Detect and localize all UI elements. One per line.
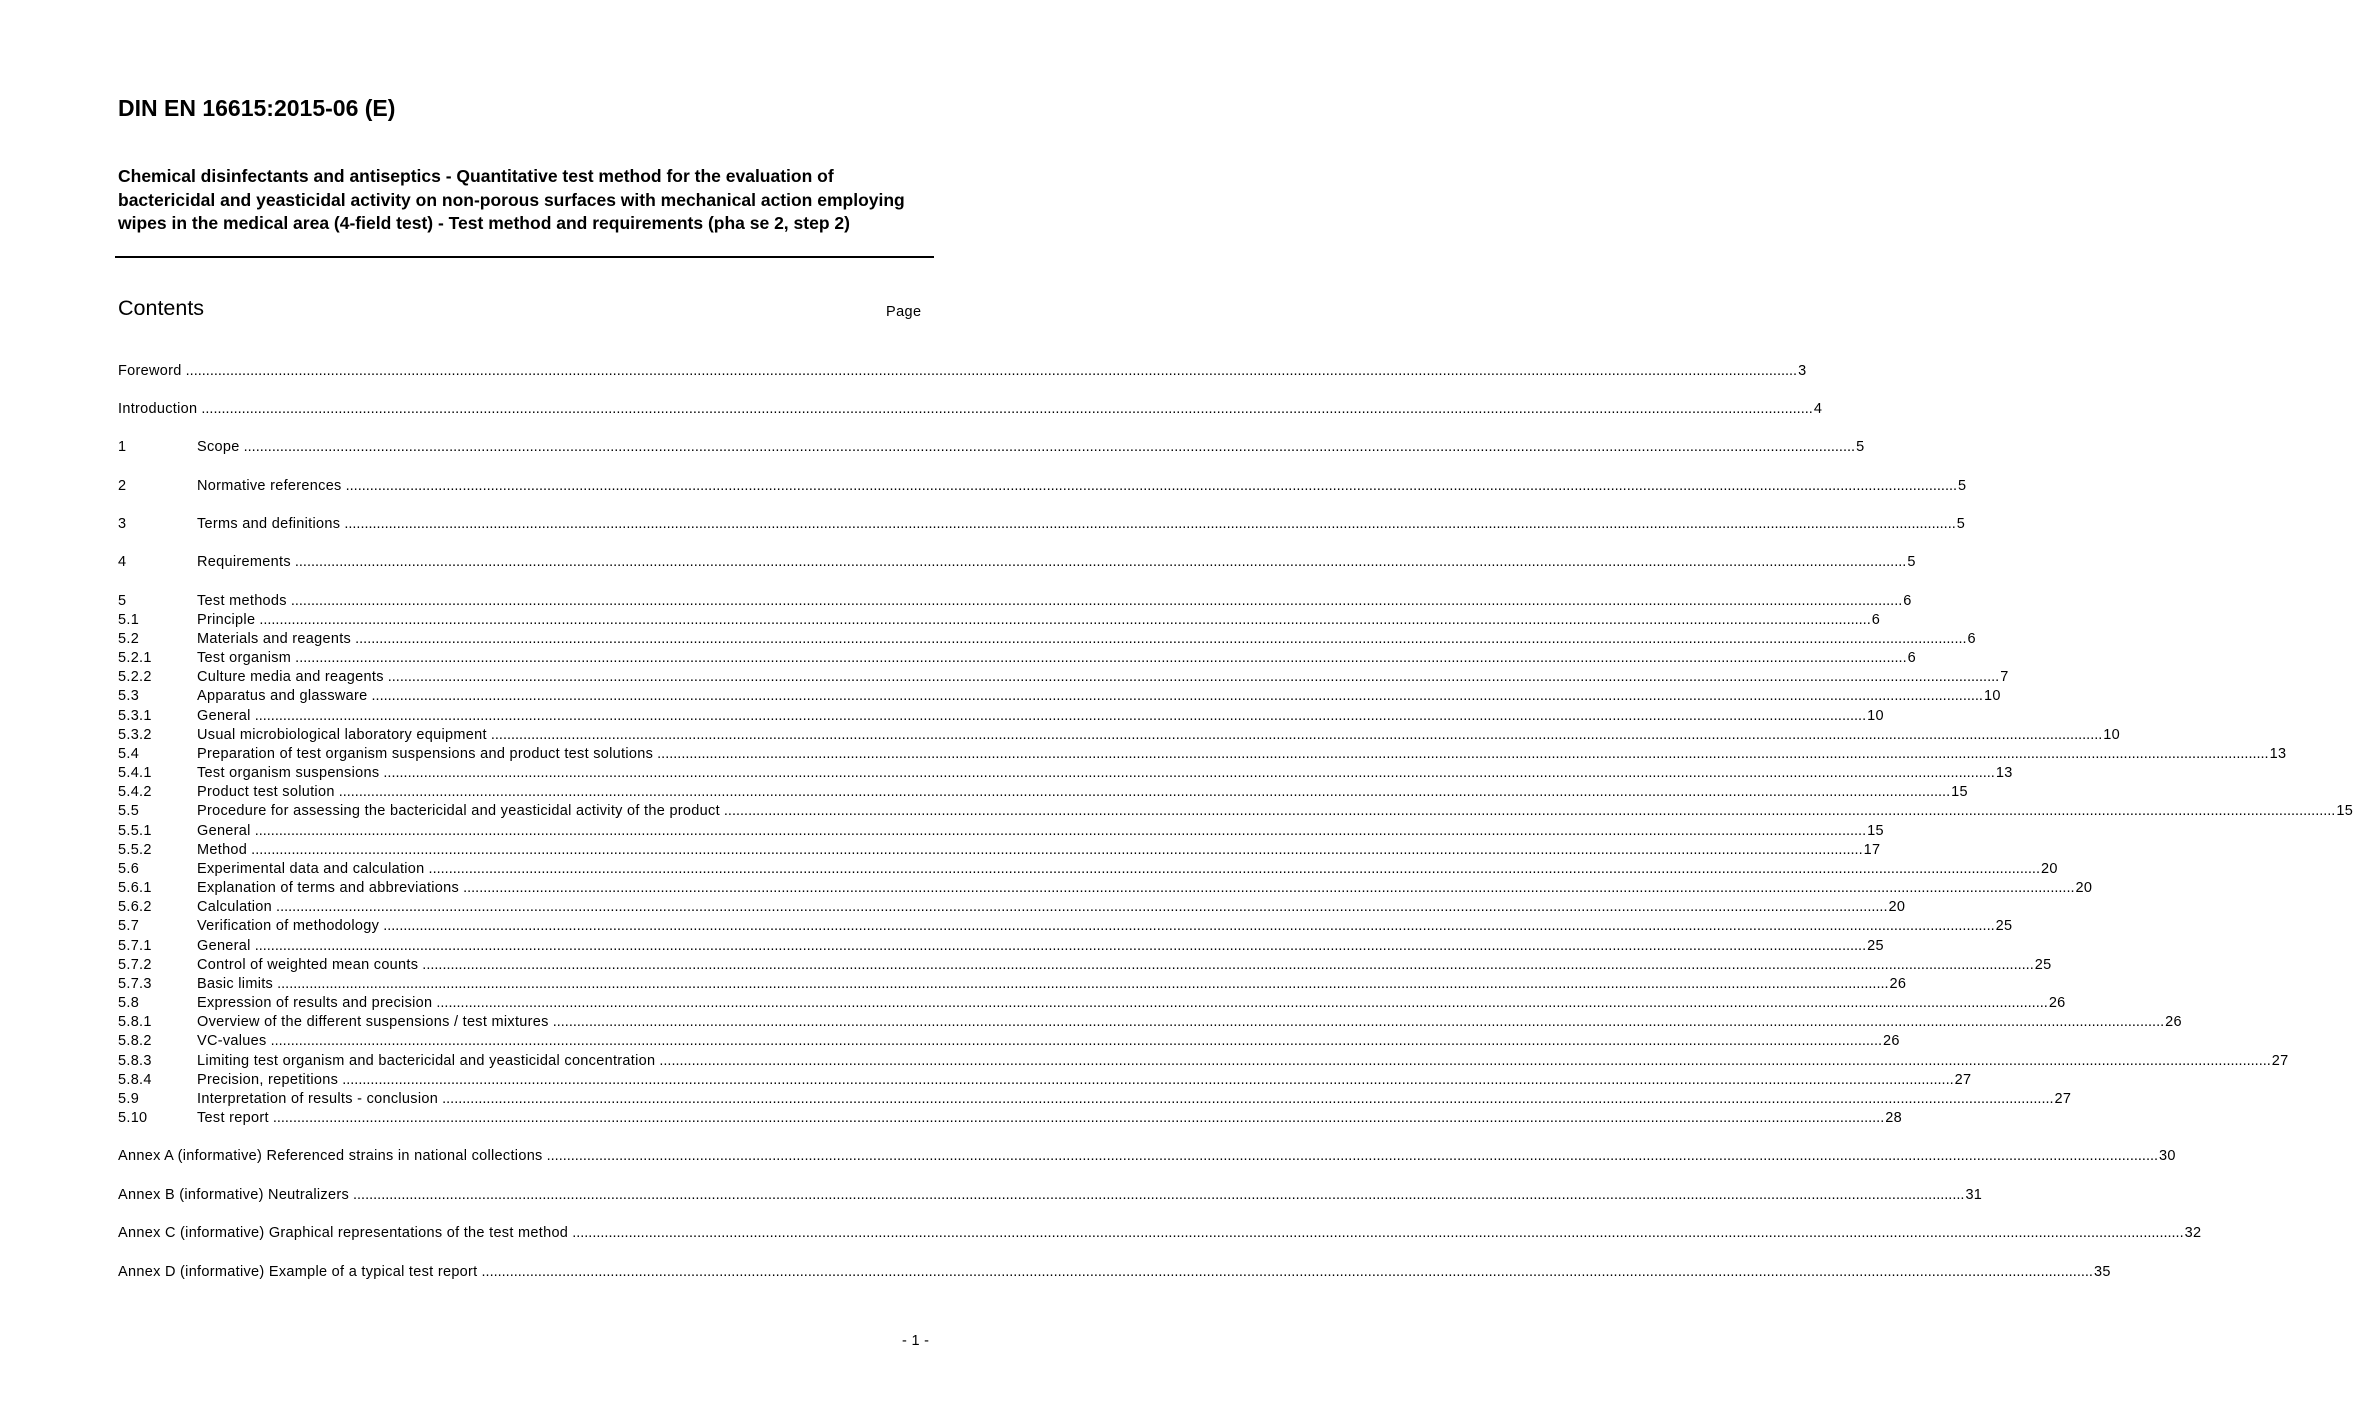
toc-entry[interactable] [118, 630, 1976, 649]
toc-entry-number: 5.3.2 [118, 727, 152, 743]
toc-entry-label: Test organism suspensions [197, 764, 383, 783]
toc-entry-label: Explanation of terms and abbreviations [197, 879, 463, 898]
toc-entry-number: 5.4 [118, 746, 140, 762]
toc-entry[interactable] [118, 553, 1916, 572]
toc-entry-label: Usual microbiological laboratory equipment [197, 726, 491, 745]
toc-entry-number: 5.8 [118, 995, 140, 1011]
toc-entry-page: 26 [1883, 1033, 1900, 1049]
toc-leader-dots: ................................................................................................................................................................................................................................................................................................................................................................................................................ [572, 1225, 2184, 1241]
toc-entry-page: 15 [1867, 823, 1884, 839]
toc-entry-page: 10 [1867, 708, 1884, 724]
toc-entry-number: 5.2 [118, 631, 140, 647]
toc-entry[interactable] [118, 860, 2058, 879]
toc-entry-page: 25 [1867, 938, 1884, 954]
toc-entry[interactable] [118, 783, 1968, 802]
toc-entry[interactable] [118, 898, 1906, 917]
toc-entry-label: Principle [197, 611, 259, 630]
document-subtitle: Chemical disinfectants and antiseptics - Quantitative test method for the evaluation of bactericidal and yeasticidal activity on non-porous surfaces with mechanical action employing wipes in the medical area (4-field test) - Test method and requirements (pha se 2, step 2) [118, 166, 905, 234]
toc-entry[interactable] [118, 707, 1884, 726]
toc-entry-number: 5.8.4 [118, 1072, 152, 1088]
page-column-heading: Page [886, 304, 922, 320]
toc-entry-number: 5.6 [118, 861, 140, 877]
toc-entry-page: 20 [1888, 899, 1906, 915]
toc-entry-label: General [197, 937, 255, 956]
toc-entry-number: 5 [118, 593, 127, 609]
toc-entry-page: 13 [1995, 765, 2013, 781]
toc-entry-label: Annex B (informative) Neutralizers [118, 1186, 353, 1205]
toc-entry-page: 4 [1813, 401, 1823, 417]
toc-entry[interactable] [118, 649, 1916, 668]
toc-entry-number: 5.2.2 [118, 669, 152, 685]
toc-leader-dots: ................................................................................................................................................................................................................................................................................................................................................................................................................ [276, 899, 1888, 915]
toc-entry-label: Control of weighted mean counts [197, 956, 422, 975]
toc-entry-page: 7 [2000, 669, 2009, 685]
toc-entry-page: 27 [2271, 1053, 2289, 1069]
toc-entry[interactable] [118, 1090, 2072, 1109]
toc-entry-label: General [197, 822, 255, 841]
toc-entry-number: 5.8.2 [118, 1033, 152, 1049]
toc-entry-page: 27 [2054, 1091, 2072, 1107]
toc-leader-dots: ................................................................................................................................................................................................................................................................................................................................................................................................................ [342, 1072, 1954, 1088]
toc-entry-number: 5.4.2 [118, 784, 152, 800]
toc-entry[interactable] [118, 994, 2066, 1013]
page-number: - 1 - [902, 1333, 930, 1349]
toc-entry-label: Procedure for assessing the bactericidal and yeasticidal activity of the product [197, 802, 724, 821]
toc-entry-label: Annex D (informative) Example of a typical test report [118, 1263, 482, 1282]
toc-leader-dots: ................................................................................................................................................................................................................................................................................................................................................................................................................ [463, 880, 2075, 896]
toc-entry-label: Product test solution [197, 783, 339, 802]
toc-entry-page: 6 [1967, 631, 1976, 647]
toc-entry-page: 28 [1885, 1110, 1902, 1126]
toc-leader-dots: ................................................................................................................................................................................................................................................................................................................................................................................................................ [201, 401, 1813, 417]
toc-entry[interactable] [118, 1224, 2202, 1243]
toc-entry[interactable] [118, 822, 1884, 841]
toc-entry[interactable] [118, 668, 2009, 687]
toc-entry-label: Experimental data and calculation [197, 860, 429, 879]
toc-entry[interactable] [118, 879, 2093, 898]
toc-entry[interactable] [118, 745, 2287, 764]
toc-entry-label: Interpretation of results - conclusion [197, 1090, 442, 1109]
toc-entry-page: 17 [1863, 842, 1881, 858]
toc-entry-label: Foreword [118, 362, 186, 381]
toc-entry[interactable] [118, 802, 2353, 821]
toc-entry-number: 5.4.1 [118, 765, 152, 781]
toc-entry-page: 26 [1889, 976, 1907, 992]
toc-leader-dots: ................................................................................................................................................................................................................................................................................................................................................................................................................ [259, 612, 1871, 628]
toc-entry[interactable] [118, 400, 1823, 419]
toc-entry-number: 5.5.2 [118, 842, 152, 858]
toc-leader-dots: ................................................................................................................................................................................................................................................................................................................................................................................................................ [481, 1264, 2093, 1280]
toc-entry[interactable] [118, 477, 1967, 496]
toc-entry-page: 10 [1983, 688, 2001, 704]
toc-entry-number: 3 [118, 516, 127, 532]
toc-entry-label: Limiting test organism and bactericidal and yeasticidal concentration [197, 1052, 659, 1071]
toc-entry-number: 5.10 [118, 1110, 148, 1126]
toc-entry[interactable] [118, 956, 2052, 975]
toc-entry-label: Materials and reagents [197, 630, 355, 649]
toc-entry-number: 5.6.2 [118, 899, 152, 915]
toc-leader-dots: ................................................................................................................................................................................................................................................................................................................................................................................................................ [355, 631, 1967, 647]
toc-leader-dots: ................................................................................................................................................................................................................................................................................................................................................................................................................ [436, 995, 2048, 1011]
toc-leader-dots: ................................................................................................................................................................................................................................................................................................................................................................................................................ [387, 669, 2000, 685]
toc-leader-dots: ................................................................................................................................................................................................................................................................................................................................................................................................................ [371, 688, 1983, 704]
toc-entry-label: Apparatus and glassware [197, 687, 372, 706]
toc-entry-label: Test report [197, 1109, 273, 1128]
toc-entry-page: 31 [1965, 1187, 1983, 1203]
toc-entry-page: 15 [2336, 803, 2353, 819]
toc-entry-label: Introduction [118, 400, 201, 419]
toc-leader-dots: ................................................................................................................................................................................................................................................................................................................................................................................................................ [344, 516, 1956, 532]
contents-heading: Contents [118, 296, 205, 320]
toc-entry-label: Test organism [197, 649, 295, 668]
toc-entry-page: 30 [2159, 1148, 2176, 1164]
toc-leader-dots: ................................................................................................................................................................................................................................................................................................................................................................................................................ [383, 918, 1995, 934]
toc-leader-dots: ................................................................................................................................................................................................................................................................................................................................................................................................................ [490, 727, 2103, 743]
toc-leader-dots: ................................................................................................................................................................................................................................................................................................................................................................................................................ [270, 1033, 1883, 1049]
toc-entry-number: 5.8.3 [118, 1053, 152, 1069]
toc-entry[interactable] [118, 937, 1884, 956]
toc-leader-dots: ................................................................................................................................................................................................................................................................................................................................................................................................................ [254, 708, 1867, 724]
toc-leader-dots: ................................................................................................................................................................................................................................................................................................................................................................................................................ [422, 957, 2034, 973]
toc-entry-page: 35 [2093, 1264, 2111, 1280]
toc-entry-page: 13 [2269, 746, 2287, 762]
toc-entry[interactable] [118, 917, 2013, 936]
toc-leader-dots: ................................................................................................................................................................................................................................................................................................................................................................................................................ [338, 784, 1951, 800]
toc-leader-dots: ................................................................................................................................................................................................................................................................................................................................................................................................................ [185, 363, 1798, 379]
toc-entry-page: 5 [1907, 554, 1916, 570]
toc-entry[interactable] [118, 687, 2001, 706]
toc-entry[interactable] [118, 841, 1881, 860]
toc-entry[interactable] [118, 726, 2121, 745]
toc-entry-page: 26 [2048, 995, 2066, 1011]
toc-entry-number: 5.1 [118, 612, 140, 628]
toc-entry-page: 20 [2040, 861, 2058, 877]
toc-entry-page: 6 [1871, 612, 1881, 628]
toc-leader-dots: ................................................................................................................................................................................................................................................................................................................................................................................................................ [442, 1091, 2054, 1107]
toc-entry-label: Precision, repetitions [197, 1071, 342, 1090]
toc-entry[interactable] [118, 764, 2013, 783]
toc-entry-label: Calculation [197, 898, 276, 917]
toc-leader-dots: ................................................................................................................................................................................................................................................................................................................................................................................................................ [546, 1148, 2159, 1164]
toc-entry[interactable] [118, 438, 1865, 457]
toc-entry-label: Terms and definitions [197, 515, 344, 534]
toc-entry-number: 2 [118, 478, 127, 494]
toc-leader-dots: ................................................................................................................................................................................................................................................................................................................................................................................................................ [277, 976, 1889, 992]
toc-entry-page: 27 [1954, 1072, 1972, 1088]
toc-entry[interactable] [118, 592, 1912, 611]
toc-leader-dots: ................................................................................................................................................................................................................................................................................................................................................................................................................ [294, 554, 1907, 570]
toc-entry-page: 20 [2075, 880, 2093, 896]
toc-leader-dots: ................................................................................................................................................................................................................................................................................................................................................................................................................ [552, 1014, 2165, 1030]
toc-entry-page: 10 [2103, 727, 2121, 743]
toc-leader-dots: ................................................................................................................................................................................................................................................................................................................................................................................................................ [243, 439, 1856, 455]
toc-entry-label: Test methods [197, 592, 291, 611]
toc-entry[interactable] [118, 1147, 2176, 1166]
document-title: DIN EN 16615:2015-06 (E) [118, 95, 396, 121]
toc-entry-label: Culture media and reagents [197, 668, 388, 687]
toc-entry-label: Scope [197, 438, 244, 457]
toc-entry[interactable] [118, 1186, 1983, 1205]
toc-leader-dots: ................................................................................................................................................................................................................................................................................................................................................................................................................ [290, 593, 1903, 609]
toc-leader-dots: ................................................................................................................................................................................................................................................................................................................................................................................................................ [272, 1110, 1885, 1126]
toc-entry-number: 5.9 [118, 1091, 140, 1107]
toc-leader-dots: ................................................................................................................................................................................................................................................................................................................................................................................................................ [657, 746, 2269, 762]
toc-entry-label: Verification of methodology [197, 917, 383, 936]
toc-entry-label: Requirements [197, 553, 295, 572]
toc-entry-number: 5.7.1 [118, 938, 152, 954]
toc-leader-dots: ................................................................................................................................................................................................................................................................................................................................................................................................................ [345, 478, 1958, 494]
toc-entry[interactable] [118, 975, 1907, 994]
toc-entry[interactable] [118, 1013, 2182, 1032]
toc-entry-label: Annex C (informative) Graphical representations of the test method [118, 1224, 572, 1243]
toc-entry-label: Overview of the different suspensions / test mixtures [197, 1013, 553, 1032]
toc-entry-number: 5.3.1 [118, 708, 152, 724]
toc-entry-page: 6 [1907, 650, 1916, 666]
toc-entry-page: 3 [1798, 363, 1807, 379]
toc-entry-label: General [197, 707, 255, 726]
toc-entry[interactable] [118, 362, 1807, 381]
toc-entry-number: 5.3 [118, 688, 140, 704]
toc-entry-page: 25 [2034, 957, 2052, 973]
toc-entry-page: 26 [2165, 1014, 2182, 1030]
toc-entry-label: Method [197, 841, 251, 860]
toc-entry-number: 5.7 [118, 918, 140, 934]
toc-leader-dots: ................................................................................................................................................................................................................................................................................................................................................................................................................ [254, 823, 1867, 839]
toc-leader-dots: ................................................................................................................................................................................................................................................................................................................................................................................................................ [723, 803, 2336, 819]
toc-entry-number: 5.7.2 [118, 957, 152, 973]
toc-entry-label: Basic limits [197, 975, 277, 994]
toc-entry-number: 5.2.1 [118, 650, 152, 666]
toc-entry-number: 5.8.1 [118, 1014, 152, 1030]
toc-entry-number: 5.7.3 [118, 976, 152, 992]
toc-entry-page: 25 [1995, 918, 2013, 934]
toc-entry-page: 5 [1856, 439, 1865, 455]
toc-entry[interactable] [118, 1071, 1972, 1090]
toc-entry-number: 5.5.1 [118, 823, 152, 839]
toc-entry-number: 5.6.1 [118, 880, 152, 896]
toc-entry-page: 6 [1903, 593, 1912, 609]
toc-leader-dots: ................................................................................................................................................................................................................................................................................................................................................................................................................ [383, 765, 1995, 781]
toc-leader-dots: ................................................................................................................................................................................................................................................................................................................................................................................................................ [428, 861, 2040, 877]
toc-entry[interactable] [118, 1052, 2289, 1071]
toc-entry-label: VC-values [197, 1032, 271, 1051]
toc-entry[interactable] [118, 515, 1966, 534]
toc-leader-dots: ................................................................................................................................................................................................................................................................................................................................................................................................................ [254, 938, 1867, 954]
toc-entry[interactable] [118, 1263, 2111, 1282]
toc-leader-dots: ................................................................................................................................................................................................................................................................................................................................................................................................................ [659, 1053, 2271, 1069]
toc-leader-dots: ................................................................................................................................................................................................................................................................................................................................................................................................................ [295, 650, 1907, 666]
toc-entry[interactable] [118, 611, 1881, 630]
toc-entry[interactable] [118, 1032, 1900, 1051]
toc-entry-page: 5 [1958, 478, 1967, 494]
toc-leader-dots: ................................................................................................................................................................................................................................................................................................................................................................................................................ [353, 1187, 1965, 1203]
toc-entry-number: 5.5 [118, 803, 140, 819]
toc-leader-dots: ................................................................................................................................................................................................................................................................................................................................................................................................................ [251, 842, 1863, 858]
toc-entry-number: 4 [118, 554, 127, 570]
toc-entry-label: Normative references [197, 477, 346, 496]
toc-entry-label: Expression of results and precision [197, 994, 436, 1013]
toc-entry-number: 1 [118, 439, 127, 455]
toc-entry-page: 5 [1956, 516, 1966, 532]
toc-entry-page: 32 [2184, 1225, 2202, 1241]
toc-entry-page: 15 [1951, 784, 1968, 800]
toc-entry-label: Preparation of test organism suspensions and product test solutions [197, 745, 657, 764]
toc-entry[interactable] [118, 1109, 1902, 1128]
toc-entry-label: Annex A (informative) Referenced strains in national collections [118, 1147, 547, 1166]
